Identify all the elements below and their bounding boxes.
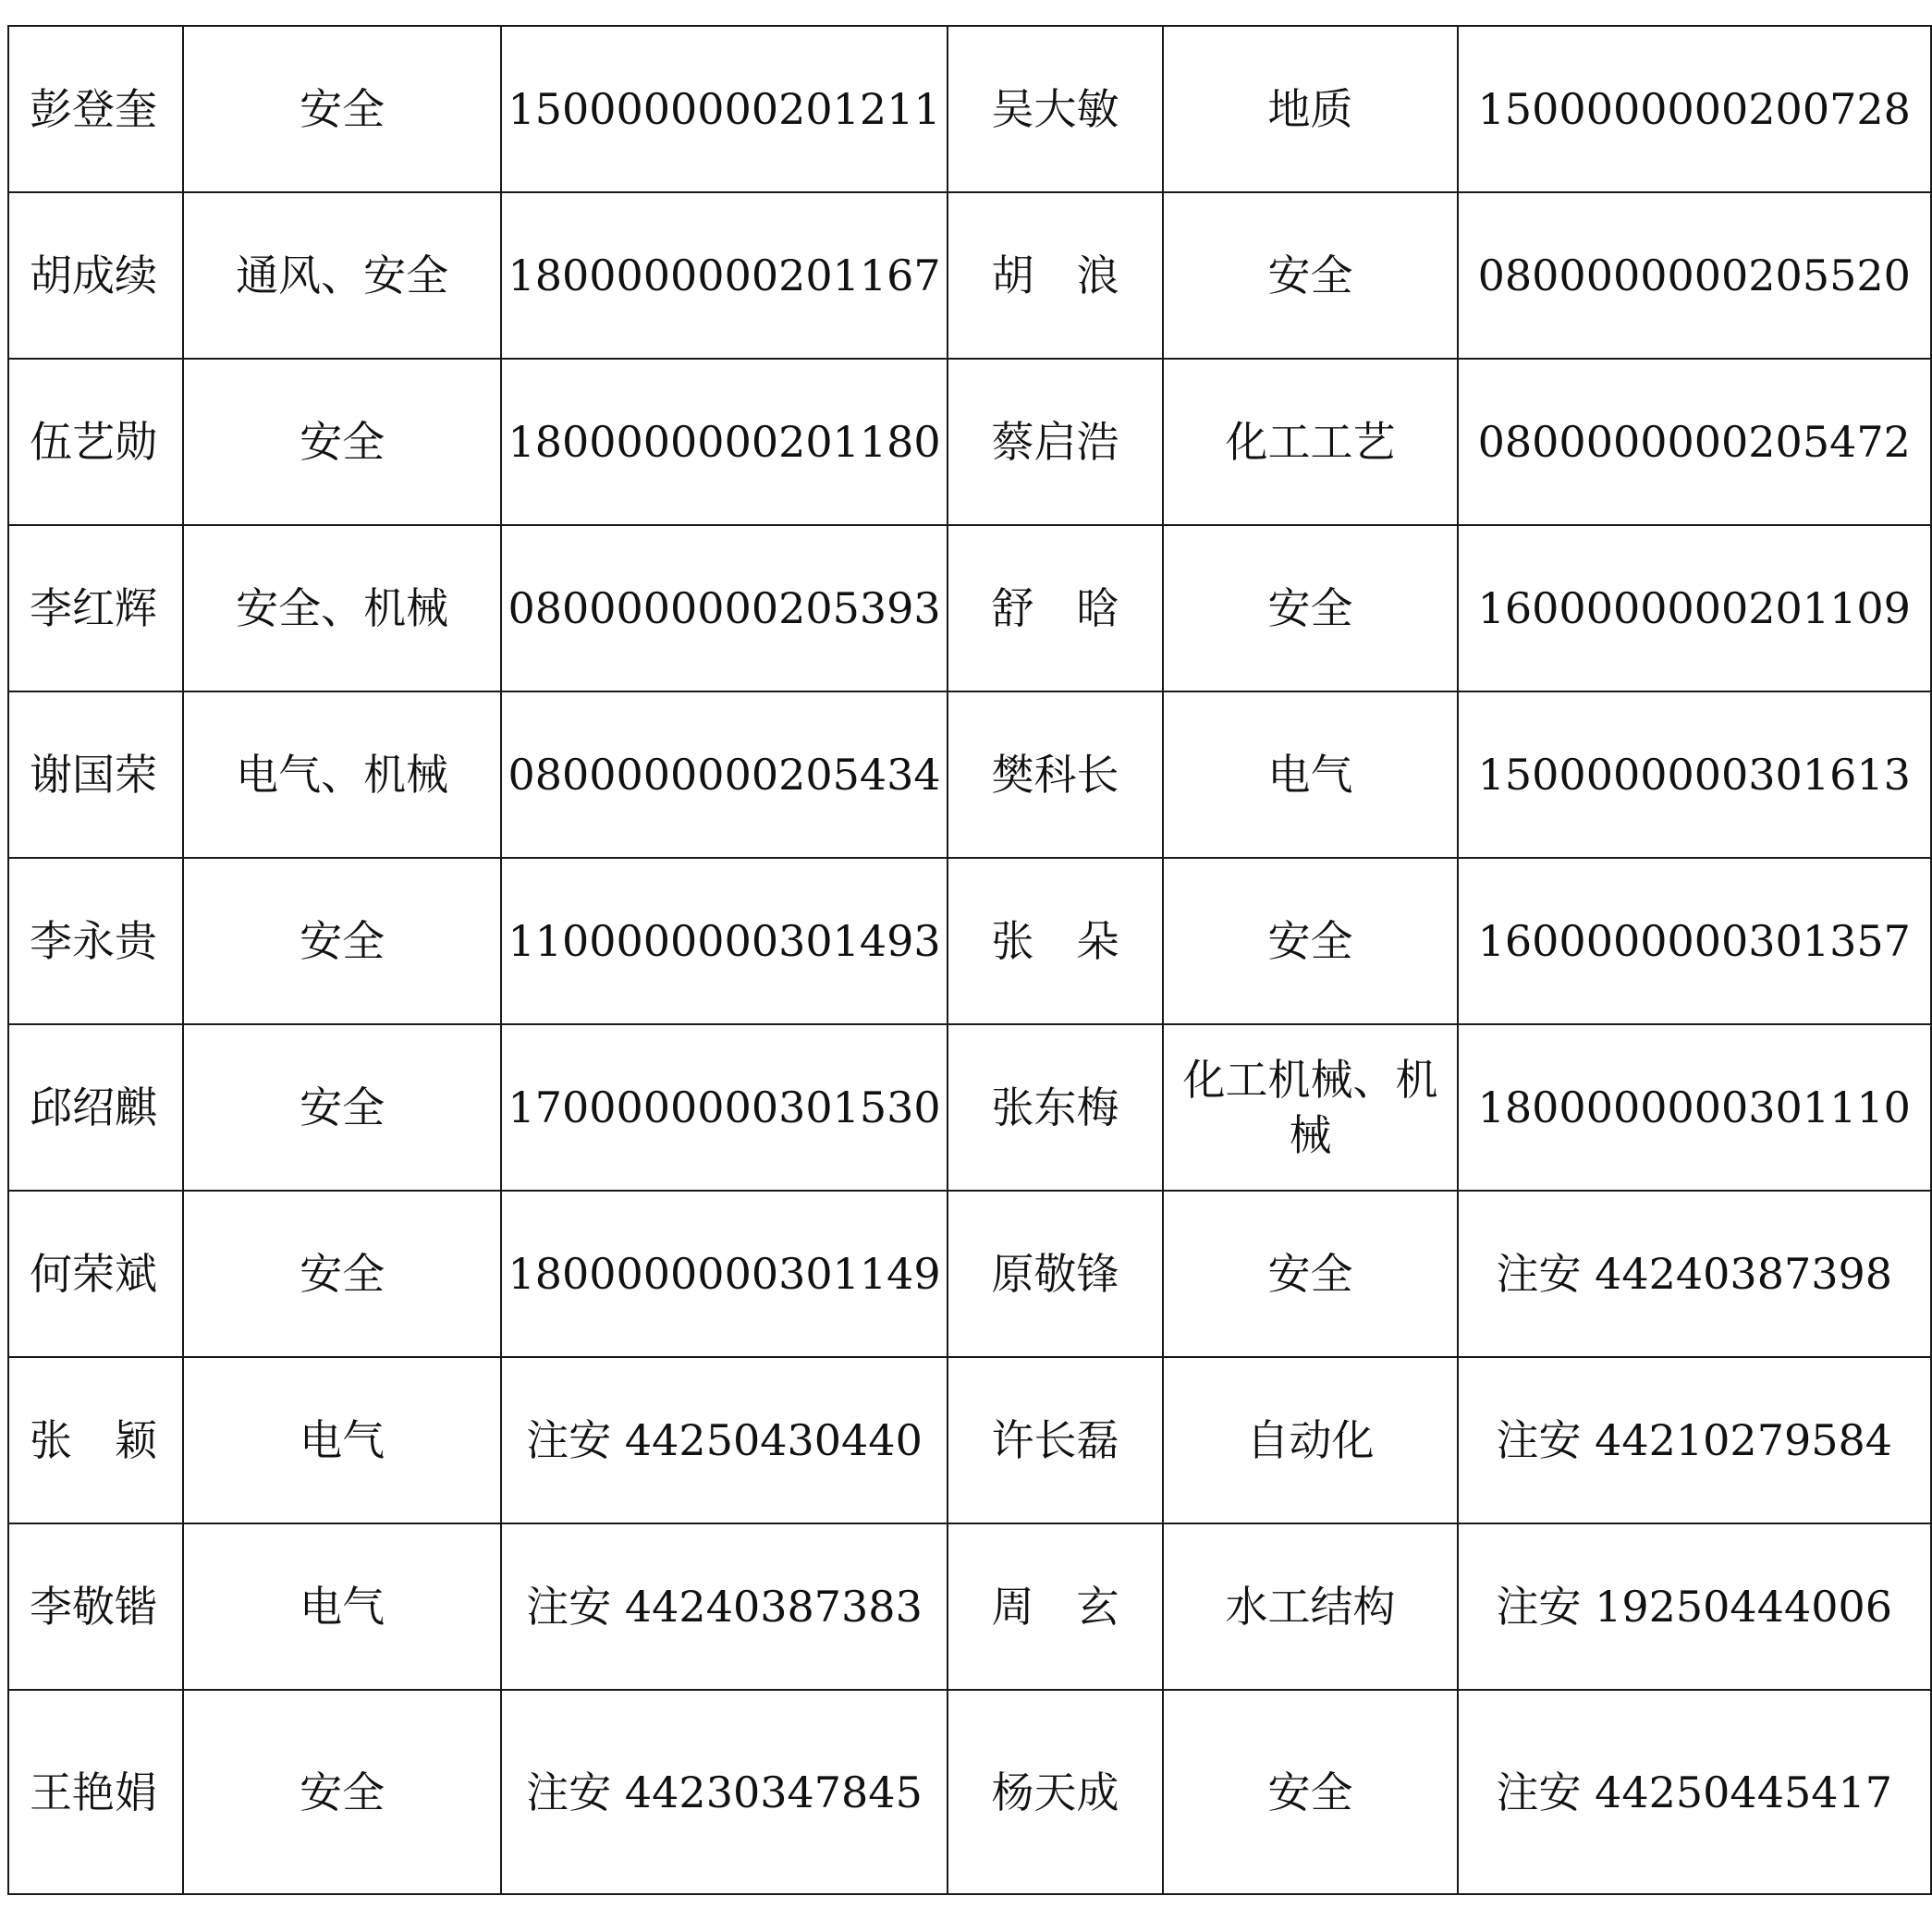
specialty-cell: 电气 (183, 1357, 502, 1523)
specialty-cell: 安全 (1163, 858, 1457, 1024)
specialty-cell: 安全 (1163, 1690, 1457, 1894)
expert-name-cell: 伍艺勋 (8, 359, 183, 525)
table-row (8, 26, 1931, 192)
expert-roster-table (7, 25, 1932, 1895)
expert-name-cell: 杨天成 (948, 1690, 1164, 1894)
table-row (8, 1357, 1931, 1523)
table-row (8, 858, 1931, 1024)
expert-name-cell: 许长磊 (948, 1357, 1164, 1523)
specialty-cell: 化工工艺 (1163, 359, 1457, 525)
specialty-cell: 通风、安全 (183, 192, 502, 359)
specialty-cell: 安全 (1163, 525, 1457, 691)
expert-name-cell: 舒 晗 (948, 525, 1164, 691)
specialty-cell: 安全 (183, 1024, 502, 1191)
table-row (8, 1024, 1931, 1191)
specialty-cell: 安全 (183, 1191, 502, 1357)
certificate-number-cell: 注安 44240387398 (1458, 1191, 1931, 1357)
expert-name-cell: 周 玄 (948, 1523, 1164, 1690)
expert-name-cell: 谢国荣 (8, 691, 183, 858)
expert-name-cell: 张东梅 (948, 1024, 1164, 1191)
certificate-number-cell: 1600000000301357 (1458, 858, 1931, 1024)
expert-name-cell: 张 颖 (8, 1357, 183, 1523)
specialty-cell: 电气、机械 (183, 691, 502, 858)
certificate-number-cell: 0800000000205472 (1458, 359, 1931, 525)
certificate-number-cell: 0800000000205393 (501, 525, 947, 691)
specialty-cell: 安全 (1163, 192, 1457, 359)
specialty-cell: 自动化 (1163, 1357, 1457, 1523)
table-row (8, 192, 1931, 359)
certificate-number-cell: 1100000000301493 (501, 858, 947, 1024)
expert-name-cell: 胡成续 (8, 192, 183, 359)
certificate-number-cell: 注安 44230347845 (501, 1690, 947, 1894)
specialty-cell: 化工机械、机械 (1163, 1024, 1457, 1191)
specialty-cell: 水工结构 (1163, 1523, 1457, 1690)
certificate-number-cell: 注安 19250444006 (1458, 1523, 1931, 1690)
table-row (8, 525, 1931, 691)
certificate-number-cell: 1800000000301149 (501, 1191, 947, 1357)
table-row (8, 1523, 1931, 1690)
specialty-cell: 安全 (183, 858, 502, 1024)
certificate-number-cell: 1500000000201211 (501, 26, 947, 192)
expert-name-cell: 王艳娟 (8, 1690, 183, 1894)
specialty-cell: 电气 (183, 1523, 502, 1690)
certificate-number-cell: 1800000000201180 (501, 359, 947, 525)
certificate-number-cell: 注安 44240387383 (501, 1523, 947, 1690)
specialty-cell: 电气 (1163, 691, 1457, 858)
expert-name-cell: 蔡启浩 (948, 359, 1164, 525)
specialty-cell: 安全 (183, 26, 502, 192)
specialty-cell: 地质 (1163, 26, 1457, 192)
certificate-number-cell: 1600000000201109 (1458, 525, 1931, 691)
table-row (8, 359, 1931, 525)
table-row (8, 1690, 1931, 1894)
expert-name-cell: 李敬锴 (8, 1523, 183, 1690)
certificate-number-cell: 注安 44250430440 (501, 1357, 947, 1523)
certificate-number-cell: 1500000000200728 (1458, 26, 1931, 192)
certificate-number-cell: 注安 44210279584 (1458, 1357, 1931, 1523)
certificate-number-cell: 1700000000301530 (501, 1024, 947, 1191)
certificate-number-cell: 1800000000201167 (501, 192, 947, 359)
expert-name-cell: 李红辉 (8, 525, 183, 691)
expert-name-cell: 张 朵 (948, 858, 1164, 1024)
roster-sheet (7, 25, 1932, 1895)
table-row (8, 691, 1931, 858)
expert-name-cell: 吴大敏 (948, 26, 1164, 192)
expert-name-cell: 李永贵 (8, 858, 183, 1024)
expert-name-cell: 胡 浪 (948, 192, 1164, 359)
expert-name-cell: 邱绍麒 (8, 1024, 183, 1191)
certificate-number-cell: 1800000000301110 (1458, 1024, 1931, 1191)
certificate-number-cell: 1500000000301613 (1458, 691, 1931, 858)
expert-name-cell: 樊科长 (948, 691, 1164, 858)
specialty-cell: 安全 (183, 1690, 502, 1894)
specialty-cell: 安全 (183, 359, 502, 525)
certificate-number-cell: 0800000000205520 (1458, 192, 1931, 359)
table-row (8, 1191, 1931, 1357)
specialty-cell: 安全 (1163, 1191, 1457, 1357)
expert-name-cell: 原敬锋 (948, 1191, 1164, 1357)
certificate-number-cell: 注安 44250445417 (1458, 1690, 1931, 1894)
specialty-cell: 安全、机械 (183, 525, 502, 691)
certificate-number-cell: 0800000000205434 (501, 691, 947, 858)
expert-name-cell: 何荣斌 (8, 1191, 183, 1357)
expert-name-cell: 彭登奎 (8, 26, 183, 192)
